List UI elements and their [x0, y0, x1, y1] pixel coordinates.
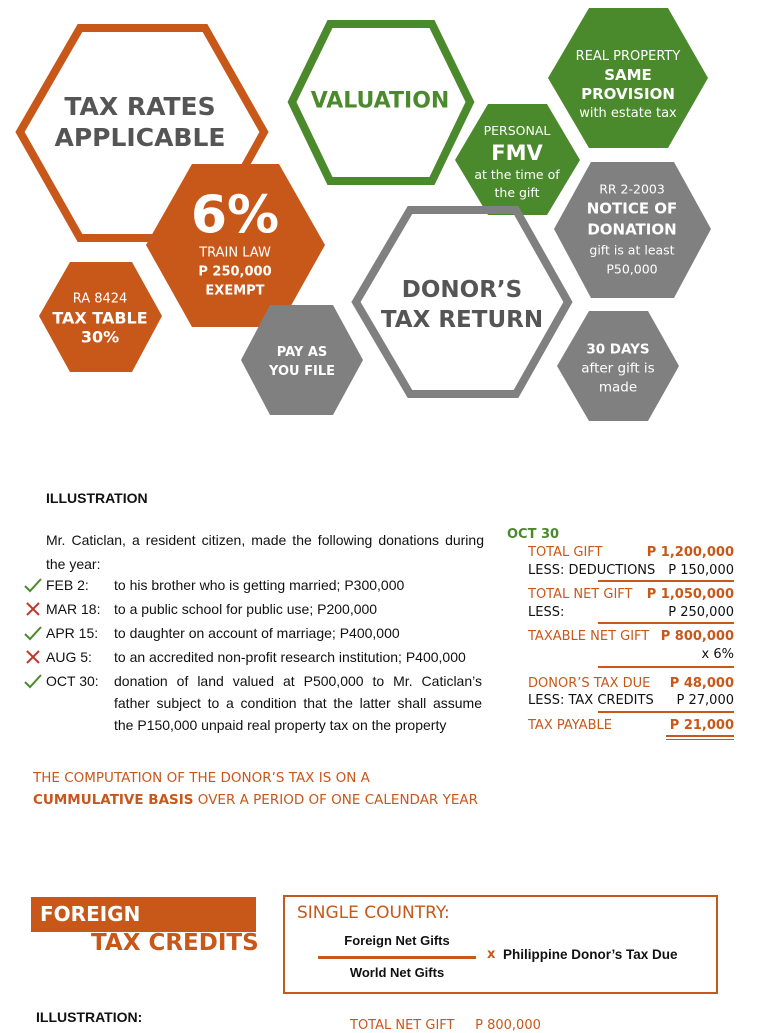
row-value: P 1,050,000 [646, 587, 734, 602]
row-value: P 800,000 [660, 629, 734, 644]
tax-payable-row [528, 718, 734, 736]
row-label: LESS: DEDUCTIONS [528, 563, 656, 578]
double-rule-top [666, 735, 734, 737]
notice-of-label: NOTICE OF [586, 199, 678, 218]
computation-heading: OCT 30 [507, 527, 560, 542]
foreign-label: FOREIGN [40, 902, 141, 926]
row-value: P 150,000 [668, 563, 734, 578]
illustration-title: ILLUSTRATION [46, 490, 148, 506]
real-property-line4: with estate tax [579, 106, 677, 121]
bottom-illustration-title: ILLUSTRATION: [36, 1009, 143, 1025]
item-date: AUG 5: [46, 649, 92, 665]
tax-rates-label [55, 91, 226, 153]
cross-icon [24, 601, 42, 617]
row-label: LESS: [528, 605, 565, 620]
personal-line3: at the time of [474, 167, 560, 182]
formula-multiplier: Philippine Donor’s Tax Due [503, 947, 678, 962]
pay-as-line2: YOU FILE [269, 364, 335, 379]
double-rule-bottom [666, 739, 734, 740]
personal-line1: PERSONAL [483, 123, 551, 138]
taxable-net-gift-row [528, 629, 734, 647]
item-desc: to a public school for public use; P200,000 [114, 601, 378, 617]
thirty-days-line1: 30 DAYS [586, 341, 650, 358]
train-law-label: TRAIN LAW [199, 245, 271, 261]
item-date: APR 15: [46, 625, 99, 641]
oct-desc-line3: the P150,000 unpaid real property tax on the property [114, 717, 447, 733]
item-desc: to an accredited non-profit research institution; P400,000 [114, 649, 466, 665]
formula-numerator: Foreign Net Gifts [344, 933, 450, 948]
six-percent-rate: 6% [190, 185, 280, 246]
row-value: P 27,000 [676, 693, 734, 708]
tax-credits-label: TAX CREDITS [91, 930, 259, 956]
personal-text [474, 122, 559, 202]
item-date: OCT 30: [46, 673, 99, 689]
less-row [528, 605, 734, 623]
rate-value: x 6% [701, 647, 734, 662]
row-value: P 1,200,000 [646, 545, 734, 560]
intro-line1: Mr. Caticlan, a resident citizen, made the following donations during [46, 532, 484, 548]
donors-return-line2: TAX RETURN [380, 307, 544, 333]
rate-row [528, 647, 734, 665]
total-gift-row [528, 545, 734, 563]
intro-line2: the year: [46, 556, 101, 572]
row-value: P 250,000 [668, 605, 734, 620]
donation-item-oct [24, 670, 484, 740]
fraction-bar [318, 956, 476, 959]
thirty-percent-label: 30% [80, 327, 120, 347]
donors-return-line1: DONOR’S [401, 277, 523, 303]
cumulative-line1: THE COMPUTATION OF THE DONOR’S TAX IS ON A [33, 770, 370, 786]
pay-as-text [269, 343, 335, 381]
row-value: P 48,000 [669, 676, 734, 691]
less-tax-credits-row [528, 693, 734, 711]
rule [598, 666, 734, 668]
thirty-days-text [581, 341, 654, 398]
less-deductions-row [528, 563, 734, 581]
personal-line4: the gift [494, 185, 540, 200]
cumulative-note [33, 767, 478, 811]
formula-denominator: World Net Gifts [349, 965, 445, 980]
cross-icon [24, 649, 42, 665]
thirty-days-line2: after gift is [581, 360, 655, 377]
row-label: DONOR’S TAX DUE [528, 676, 651, 691]
thirty-days-line3: made [598, 379, 638, 396]
exempt-label: EXEMPT [205, 283, 265, 299]
donors-tax-due-row [528, 676, 734, 694]
row-label: LESS: TAX CREDITS [528, 693, 654, 708]
donors-return-label [381, 275, 543, 335]
real-property-line3: PROVISION [581, 85, 675, 103]
tax-rates-line1: TAX RATES [64, 92, 216, 121]
row-label: TOTAL NET GIFT [528, 587, 633, 602]
item-date: MAR 18: [46, 601, 101, 617]
real-property-line2: SAME [604, 66, 652, 84]
exempt-amount: P 250,000 [198, 264, 272, 280]
rr2003-line1: RR 2-2003 [599, 181, 665, 197]
check-icon [24, 673, 42, 689]
item-desc: to his brother who is getting married; P300,000 [114, 577, 405, 593]
ra8424-line1: RA 8424 [72, 291, 128, 307]
bottom-partial-row: TOTAL NET GIFT P 800,000 [350, 1018, 541, 1033]
item-date: FEB 2: [46, 577, 89, 593]
row-label: TOTAL GIFT [528, 545, 603, 560]
times-sign: x [487, 947, 496, 962]
row-label: TAX PAYABLE [528, 718, 612, 733]
item-desc [114, 670, 482, 736]
row-label: TAXABLE NET GIFT [528, 629, 650, 644]
rr2003-line5: P50,000 [606, 261, 658, 277]
real-property-text [576, 47, 681, 123]
real-property-line1: REAL PROPERTY [575, 49, 681, 64]
valuation-label: VALUATION [310, 88, 450, 114]
check-icon [24, 625, 42, 641]
six-percent-text [190, 185, 280, 301]
illustration-intro [46, 528, 484, 576]
personal-fmv: FMV [491, 141, 543, 165]
rule [598, 622, 734, 624]
item-desc: to daughter on account of marriage; P400,000 [114, 625, 400, 641]
rule [598, 580, 734, 582]
rr2003-text [587, 180, 678, 279]
single-country-title: SINGLE COUNTRY: [297, 903, 450, 923]
tax-table-label: TAX TABLE [52, 308, 148, 328]
oct-desc-line1: donation of land valued at P500,000 to Mr. Caticlan’s [114, 673, 482, 689]
total-net-gift-row [528, 587, 734, 605]
row-value: P 21,000 [669, 718, 734, 733]
tax-rates-line2: APPLICABLE [54, 123, 226, 152]
cumulative-bold: CUMMULATIVE BASIS [33, 792, 194, 808]
cumulative-rest: OVER A PERIOD OF ONE CALENDAR YEAR [193, 792, 478, 808]
donation-label: DONATION [587, 220, 677, 239]
rr2003-line4: gift is at least [589, 242, 675, 258]
rule [598, 711, 734, 713]
check-icon [24, 577, 42, 593]
oct-desc-line2: father subject to a condition that the latter shall assume [114, 695, 482, 711]
pay-as-line1: PAY AS [276, 345, 328, 360]
ra8424-text [52, 290, 147, 347]
